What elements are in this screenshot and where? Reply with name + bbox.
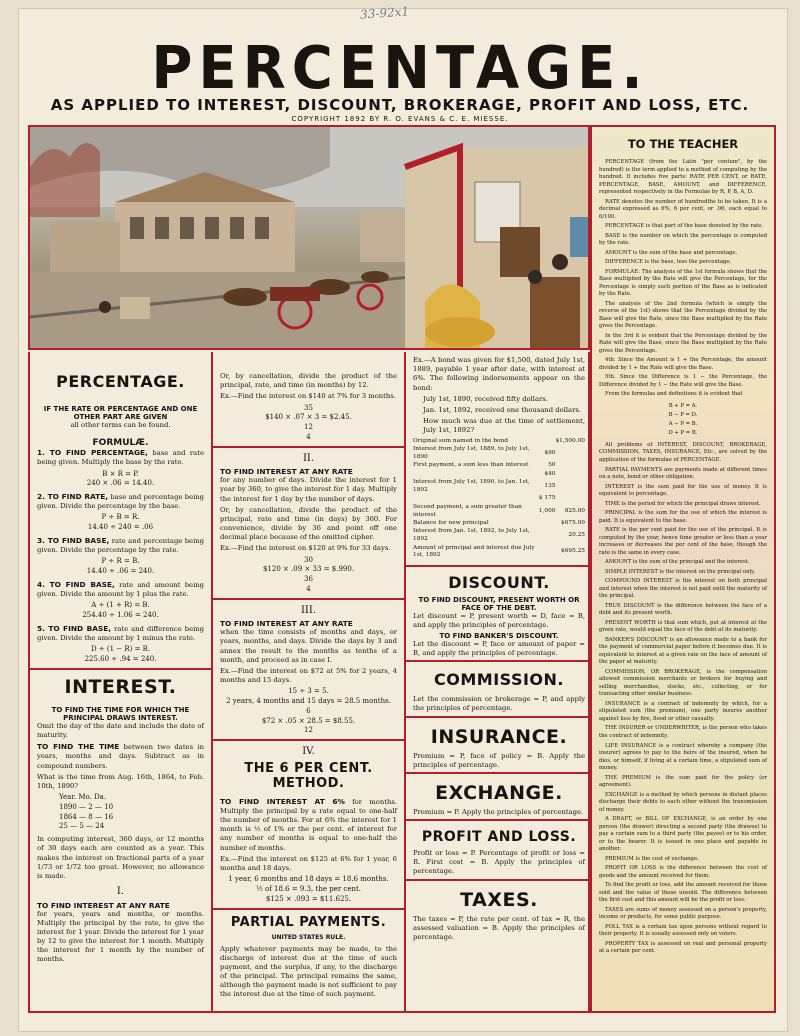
teacher-para: PARTIAL PAYMENTS are payments made at different times on a note, bond or other obligation. [599, 466, 767, 481]
teacher-heading: TO THE TEACHER [627, 137, 739, 151]
time-heading: TO FIND THE TIME FOR WHICH THE PRINCIPAL DRAWS INTEREST. [51, 705, 190, 722]
case-1-text: for years, years and months, or months. Multiply the principal by the rate, to give the interest for 1 year. Divide the interest for 1 year by 12 to give the interest for 1 month. Multiply the interest for 1 month by the number of months. [37, 909, 204, 964]
formula-3-example: 14.40 ÷ .06 = 240. [86, 567, 155, 576]
divider [213, 739, 404, 741]
table-cell-amount: 20.25 [568, 532, 585, 539]
formula-line: D + P = B. [668, 429, 698, 436]
table-cell-amount: $40 [544, 470, 556, 477]
teacher-para: LIFE INSURANCE is a contract whereby a company (the insurer) agrees to pay to the heirs of the insured, when he dies, or himself, if living at a certain time, a stipulated sum of money. [599, 742, 767, 772]
time-row: 1864 — 8 — 16 [59, 812, 114, 821]
table-cell-amount: 50 [548, 462, 556, 469]
math-line: 1 year, 6 months and 18 days = 18.6 months. [228, 875, 389, 884]
case-3-heading: TO FIND INTEREST AT ANY RATE [220, 619, 353, 629]
formula-1-math: B × R = P. [102, 469, 139, 478]
table-cell-amount [555, 479, 585, 495]
math-line: 36 [304, 575, 313, 584]
teacher-para: TRUE DISCOUNT is the difference between the face of a debt and its present worth. [599, 602, 767, 617]
table-cell-label: Original sum named in the bond [413, 437, 508, 444]
table-cell-amount: 1,000 [538, 507, 556, 514]
bankers-discount-text: Let the discount = P, face or amount of paper = B, and apply the principles of percentage. [413, 639, 585, 658]
math-line: $125 × .093 = $11.625. [265, 894, 352, 903]
table-cell-amount: $ 175 [538, 495, 556, 502]
teacher-para: From the formulas and definitions it is evident that [605, 391, 743, 398]
math-result: = $8.55. [324, 716, 356, 725]
section-title-interest: INTEREST. [64, 675, 177, 698]
poster-subtitle: AS APPLIED TO INTEREST, DISCOUNT, BROKERAGE, PROFIT AND LOSS, ETC. [50, 96, 750, 114]
six-percent-heading: TO FIND INTEREST AT 6% [220, 796, 345, 806]
case-2-numeral: II. [302, 452, 315, 464]
table-row [413, 520, 585, 528]
math-line: ½ of 18.6 = 9.3, the per cent. [255, 884, 362, 893]
table-cell-amount: $675.00 [561, 519, 585, 526]
teacher-para: PERCENTAGE is that part of the base denoted by the rate. [605, 223, 764, 230]
math-line: 15 ÷ 3 = 5. [288, 687, 329, 696]
formula-2-text: base and percentage being given. Divide the percentage by the base. [37, 493, 204, 511]
formula-5-math: D ÷ (1 − R) = B. [90, 645, 151, 654]
table-row [413, 437, 585, 445]
teacher-para: PERCENTAGE (from the Latin "per centum", by the hundred) is the term applied to a method of computing by the hundred. It includes five parts: RATE PER CENT, or RATE, PERCENTAGE, BASE, AMOUNT, and DIFFERENCE, represented respectively in the Formulae by R, P, B, A, D. [599, 159, 767, 196]
teacher-para: BASE is the number on which the percentage is computed by the rate. [599, 232, 767, 247]
partial-payments-title: PARTIAL PAYMENTS. [230, 914, 387, 930]
teacher-para: 4th. Since the Amount is 1 + the Percentage, the amount divided by 1 + the Rate will give the Base. [599, 357, 767, 371]
teacher-para: FORMULAE: The analysis of the 1st formula shows that the Base multiplied by the Rate will give the Percentage, for the Percentage is simply such portion of the Base as is indicated by the Rate. [599, 268, 767, 298]
case-2-heading: TO FIND INTEREST AT ANY RATE [220, 467, 353, 477]
copyright-line: COPYRIGHT 1892 BY R. O. EVANS & C. E. MIESSE. [291, 115, 509, 123]
math-line: 6 [306, 706, 311, 715]
table-row [413, 446, 585, 462]
formula-2-math: P ÷ B = R. [101, 513, 140, 522]
formula-line: B + P = A. [668, 402, 698, 409]
formula-4-math: A ÷ (1 + R) = B. [91, 601, 150, 610]
math-line: 35 [304, 403, 313, 412]
table-row [413, 462, 585, 470]
time-columns: Year. Mo. Da. [59, 793, 107, 802]
table-cell-label: Interest from Jan. 1st, 1892, to July 1st, 1892 [413, 528, 530, 543]
table-row [413, 495, 585, 503]
table-cell-amount: $695.25 [561, 548, 585, 555]
table-cell-amount [539, 528, 556, 544]
bankers-discount-heading: TO FIND BANKER'S DISCOUNT. [439, 631, 559, 640]
table-cell-label [413, 470, 539, 478]
table-cell-amount: 825.00 [564, 507, 585, 514]
teacher-para: DIFFERENCE is the base, less the percentage. [605, 259, 732, 266]
formula-line: A − P = B. [668, 420, 698, 427]
teacher-para: RATE is the per cent paid for the use of the principal. It is computed by the year, hence time greater or less than a year increases or decreases the per cent of the base, though the rate is the same in every case. [599, 527, 767, 556]
bond-question: How much was due at the time of settlement, July 1st, 1892? [423, 417, 585, 435]
teacher-para: AMOUNT is the sum of the principal and the interest. [605, 559, 750, 566]
math-line: $140 × .07 × 3 [265, 413, 320, 422]
table-cell-amount [555, 462, 585, 470]
formula-4-example: 254.40 ÷ 1.06 = 240. [82, 611, 159, 620]
table-cell-label: First payment, a sum less than interest [413, 462, 529, 469]
teacher-para: 5th. Since the Difference is 1 − the Percentage, the Difference divided by 1 − the Rate will give the Base. [599, 374, 767, 388]
teacher-para: PREMIUM is the cost of exchange. [605, 855, 699, 862]
math-line: $72 × .05 × 28.5 [261, 716, 323, 725]
case-2-example: Ex.—Find the interest on $120 at 9% for 33 days. [220, 544, 391, 553]
formula-1-heading: 1. TO FIND PERCENTAGE, [37, 448, 148, 458]
find-time-text: between two dates in years, months and days. Subtract as in compound numbers. [37, 743, 204, 770]
section-title-percentage: PERCENTAGE. [56, 372, 185, 391]
section-title-insurance: INSURANCE. [430, 725, 568, 748]
indorsement: Jan. 1st, 1892, received one thousand dollars. [423, 405, 582, 414]
six-percent-text: for months. Multiply the principal by a rate equal to one-half the number of months. For at 6% the interest for 1 month is ½ of 1% or the per cent. of interest for any number of months is equal to one-half the number of months. [220, 797, 397, 852]
discount-heading: TO FIND DISCOUNT, PRESENT WORTH OR FACE OF THE DEBT. [418, 595, 580, 612]
math-line: 4 [306, 432, 311, 441]
teacher-para: THE PREMIUM is the sum paid for the policy (or agreement). [599, 774, 767, 789]
formula-2-heading: 2. TO FIND RATE, [37, 492, 109, 502]
to-the-teacher-panel [590, 125, 776, 1013]
compute-text: In computing interest, 360 days, or 12 months of 30 days each are counted as a year. This makes the interest on fractional parts of a year 1/73 or 1/72 too great. However, no allowance is made. [37, 835, 204, 880]
divider [213, 446, 404, 448]
formula-2-example: 14.40 ÷ 240 = .06 [87, 523, 154, 532]
teacher-para: INSURANCE is a contract of indemnity by which, for a stipulated sum (the premium), one party insures another against loss by fire, flood or other casualty. [599, 700, 767, 722]
table-cell-amount [539, 544, 556, 560]
teacher-para: THE INSURER or UNDERWRITER, is the person who takes the contract of indemnity. [599, 725, 767, 739]
math-result: = $2.45. [321, 413, 352, 422]
column-applications [406, 352, 592, 1011]
section-title-taxes: TAXES. [460, 888, 538, 911]
section-title-exchange: EXCHANGE. [435, 781, 563, 804]
table-cell-amount [555, 495, 585, 503]
formula-3-heading: 3. TO FIND BASE, [37, 536, 110, 546]
formula-3-text: rate and percentage being given. Divide the percentage by the rate. [37, 537, 204, 555]
table-cell-label: Balance for new principal [413, 519, 489, 526]
six-percent-title: THE 6 PER CENT. METHOD. [244, 760, 373, 791]
formula-1-text: base and rate being given. Multiply the base by the rate. [37, 449, 204, 467]
formula-4-text: rate and amount being given. Divide the amount by 1 plus the rate. [37, 580, 204, 599]
insurance-text: Premium = P, face of policy = B. Apply the principles of percentage. [413, 751, 585, 769]
table-cell-label: Amount of principal and interest due July 1st, 1892 [413, 544, 535, 559]
formula-line: B − P = D. [668, 411, 698, 418]
math-line: 4 [306, 584, 311, 593]
formula-5-text: rate and difference being given. Divide the amount by 1 minus the rate. [37, 624, 204, 643]
formula-1-example: 240 × .06 = 14.40. [86, 479, 155, 488]
table-cell-label: Interest from July 1st, 1889, to July 1st, 1890 [413, 446, 530, 460]
find-time-question: What is the time from Aug. 16th, 1864, to Feb. 10th, 1890? [37, 772, 204, 790]
teacher-para: The analysis of the 2nd formula (which is simply the reverse of the 1st) shows that the Percentage divided by the Base will give the Rate, since the Base multiplied by the Rate gives the Percentage. [599, 300, 767, 330]
table-cell-amount: $90 [544, 449, 556, 456]
case-1-numeral: I. [116, 886, 125, 898]
teacher-para: TIME is the period for which the principal draws interest. [605, 500, 761, 507]
table-cell-amount [555, 446, 585, 462]
partial-payment-table [413, 437, 585, 560]
commission-text: Let the commission or brokerage = P, and apply the principles of percentage. [413, 695, 585, 713]
case-3-text: when the time consists of months and days, or years, months, and days. Divide the days by 3 and annex the result to the months as tenths of a month, and proceed as in case I. [220, 628, 397, 664]
case-4-numeral: IV. [302, 746, 315, 758]
formula-4-heading: 4. TO FIND BASE, [37, 579, 115, 589]
table-row [413, 503, 585, 519]
formula-5-heading: 5. TO FIND BASE, [37, 623, 112, 633]
teacher-para: All problems of INTEREST, DISCOUNT, BROKERAGE, COMMISSION, TAXES, INSURANCE, Etc., are solved by the application of the formulae of PERCENTAGE. [599, 441, 767, 463]
section-title-commission: COMMISSION. [434, 670, 564, 690]
bond-example: Ex.—A bond was given for $1,500, dated July 1st, 1889, payable 1 year after date, with interest at 6%. The following indorsements appear on the bond: [413, 356, 585, 392]
profit-loss-text: Profit or loss = P. Percentage of profit or loss = R. First cost = B. Apply the principles of percentage. [413, 849, 585, 876]
table-row [413, 479, 585, 495]
math-line: 30 [304, 555, 313, 564]
table-cell-label [413, 495, 539, 503]
cancellation-text: Or, by cancellation, divide the product of the principal, rate, and time (in months) by 12. [220, 372, 397, 390]
time-row: 1890 — 2 — 10 [59, 802, 114, 811]
section-title-discount: DISCOUNT. [448, 572, 550, 592]
rule-heading: IF THE RATE OR PERCENTAGE AND ONE OTHER PART ARE GIVEN [43, 405, 198, 421]
teacher-para: COMMISSION, OR BROKERAGE, is the compensation allowed commission merchants or brokers for buying and selling merchandise, stocks, etc., collecting, or for transacting other similar business. [599, 668, 767, 698]
table-row [413, 544, 585, 560]
teacher-para: COMPOUND INTEREST is the interest on both principal and interest when the interest is not paid until the maturity of the principal. [599, 578, 767, 600]
math-line: 12 [304, 726, 313, 735]
table-cell-amount: 135 [544, 483, 556, 490]
teacher-para: A DRAFT, or BILL OF EXCHANGE, is an order by one person (the drawer) directing a second party (the drawee) to pay a certain sum to a third party (the payee) or to his order, or to the bearer. It is issued in one place and payable in another. [599, 816, 767, 853]
partial-payments-text: Apply whatever payments may be made, to the discharge of interest due at the time of such payment, and the surplus, if any, to the discharge of the principal. The principal remains the same, although the payment made is not sufficient to pay the interest due at the time of such payment. [220, 944, 397, 999]
column-interest-methods [213, 352, 406, 1011]
table-row [413, 470, 585, 478]
teacher-para: In the 3rd it is evident that the Percentage divided by the Rate will give the Base, since the Base multiplied by the Rate gives the Percentage. [599, 332, 767, 354]
content-grid [28, 352, 590, 1013]
teacher-para: PRINCIPAL is the sum for the use of which the interest is paid. It is equivalent to the base. [599, 510, 767, 524]
catalog-number: 33-92x1 [359, 4, 410, 22]
case-3-example: Ex.—Find the interest on $72 at 5% for 2 years, 4 months and 15 days. [220, 666, 397, 685]
teacher-para: PRESENT WORTH is that sum which, put at interest at the given rate, would equal the face of the debt at its maturity. [599, 619, 767, 634]
teacher-para: INTEREST is the sum paid for the use of money. It is equivalent to percentage. [599, 483, 767, 498]
section-title-profit-loss: PROFIT AND LOSS. [421, 829, 577, 846]
time-text: Omit the day of the date and include the date of maturity. [37, 721, 204, 740]
teacher-para: PROFIT OR LOSS is the difference between the cost of goods and the amount received for them. [599, 865, 767, 879]
taxes-text: The taxes = P, the rate per cent. of tax = R, the assessed valuation = B. Apply the principles of percentage. [413, 914, 585, 941]
table-cell-amount [555, 470, 585, 478]
teacher-para: AMOUNT is the sum of the base and percentage. [605, 249, 738, 256]
cancellation-example: Ex.—Find the interest on $140 at 7% for 3 months. [220, 392, 396, 401]
street-scene-illustration [28, 125, 590, 350]
table-cell-label: Second payment, a sum greater than interest [413, 503, 522, 518]
teacher-para: EXCHANGE is a method by which persons in distant places discharge their debts to each other without the transmission of money. [599, 791, 767, 813]
case-1-heading: TO FIND INTEREST AT ANY RATE [37, 900, 170, 910]
find-time-heading: TO FIND THE TIME [37, 742, 120, 752]
math-line: 12 [304, 423, 313, 432]
teacher-para: RATE denotes the number of hundredths to be taken. It is a decimal expressed as 6%, 6 per cent, or .06, each equal to 6/100. [599, 198, 767, 220]
divider [213, 598, 404, 600]
formula-3-math: P ÷ R = B. [101, 557, 140, 566]
case-3-numeral: III. [300, 604, 317, 616]
table-cell-amount: $1,500.00 [555, 437, 585, 444]
teacher-para: To find the profit or loss, add the amount received for those sold and the value of those unsold. The difference between the first cost and this amount will be the profit or loss. [599, 882, 767, 904]
column-percentage-interest [30, 352, 213, 1011]
case-2-text: for any number of days. Divide the interest for 1 year by 360, to give the interest for 1 day. Multiply the interest for 1 day by the number of days. [220, 476, 397, 503]
time-row: 25 — 5 — 24 [59, 822, 105, 831]
table-cell-amount [539, 437, 556, 445]
math-line: 2 years, 4 months and 15 days = 28.5 months. [226, 697, 391, 706]
case-2-text2: Or, by cancellation, divide the product of the principal, rate and time (in days) by 360. For convenience, divide by 36 and point off one decimal place because of the omitted cipher. [220, 505, 397, 542]
formula-5-example: 225.60 ÷ .94 = 240. [84, 655, 157, 664]
teacher-para: POLL TAX is a certain tax upon persons without regard to their property. It is usually assessed only on voters. [599, 923, 767, 938]
six-percent-example: Ex.—Find the interest on $125 at 6% for 1 year, 6 months and 18 days. [220, 854, 397, 872]
teacher-para: PROPERTY TAX is assessed on real and personal property at a certain per cent. [599, 940, 767, 955]
formulae-heading: FORMULÆ. [92, 438, 149, 449]
partial-payments-subtitle: UNITED STATES RULE. [271, 933, 346, 941]
teacher-para: BANKER'S DISCOUNT is an allowance made to a bank for the payment of commercial paper before it becomes due. It is equivalent to interest at a given rate on the face of amount of the paper at maturity. [599, 636, 767, 666]
math-result: = $.990. [323, 565, 355, 574]
discount-text: Let discount = P, present worth = D, face = B, and apply the principles of percentage. [413, 611, 585, 629]
exchange-text: Premium = P. Apply the principles of percentage. [413, 807, 584, 816]
table-cell-amount [539, 520, 556, 528]
teacher-para: TAXES are sums of money assessed on a person's property, income or products, for some public purpose. [599, 906, 767, 921]
teacher-formulas [599, 402, 767, 438]
table-row [413, 528, 585, 544]
indorsement: July 1st, 1890, received fifty dollars. [423, 394, 548, 403]
rule-text: all other terms can be found. [70, 421, 171, 429]
table-cell-label: Interest from July 1st, 1890, to Jan. 1st, 1892 [413, 479, 530, 493]
math-line: $120 × .09 × 33 [262, 565, 322, 574]
teacher-para: SIMPLE INTEREST is the interest on the principal only. [605, 568, 756, 575]
poster-title: PERCENTAGE. [151, 34, 649, 103]
